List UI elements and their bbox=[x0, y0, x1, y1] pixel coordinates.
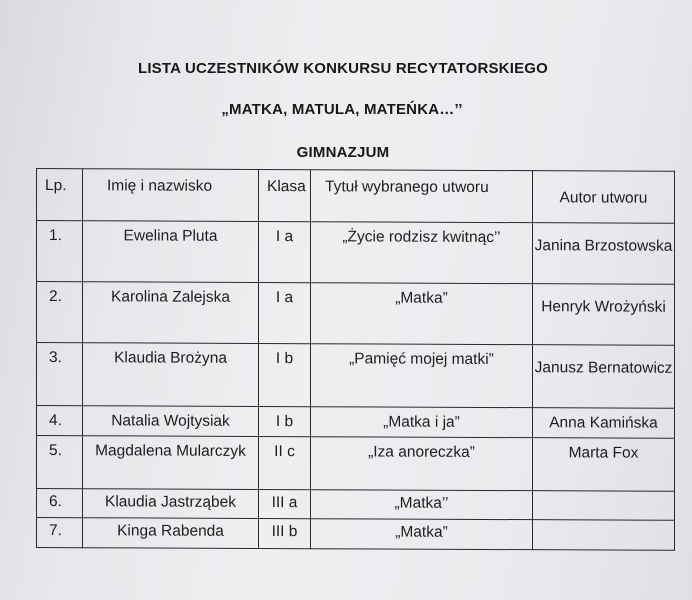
cell-author: Marta Fox bbox=[533, 438, 675, 492]
table-row bbox=[37, 282, 675, 346]
table-row bbox=[37, 518, 675, 551]
table-row bbox=[37, 489, 675, 521]
table-row bbox=[37, 343, 675, 409]
cell-name: Magdalena Mularczyk bbox=[83, 436, 259, 490]
school-level-heading: GIMNAZJUM bbox=[296, 144, 390, 161]
cell-author bbox=[533, 520, 675, 551]
cell-class: I b bbox=[259, 343, 311, 406]
cell-lp: 6. bbox=[37, 489, 83, 518]
header-title: Tytuł wybranego utworu bbox=[311, 170, 533, 223]
table-row bbox=[37, 406, 675, 439]
cell-class: II c bbox=[259, 436, 311, 489]
cell-title: „Matka’’ bbox=[311, 490, 533, 520]
cell-title: „Matka i ja” bbox=[311, 407, 533, 438]
cell-author: Henryk Wrożyński bbox=[533, 284, 675, 346]
cell-lp: 4. bbox=[37, 406, 83, 436]
cell-lp: 3. bbox=[37, 343, 83, 406]
cell-author: Janina Brzostowska bbox=[533, 223, 675, 285]
cell-lp: 2. bbox=[37, 282, 83, 343]
cell-title: „Życie rodzisz kwitnąc’’ bbox=[311, 222, 533, 284]
header-author: Autor utworu bbox=[533, 171, 675, 224]
cell-class: III b bbox=[259, 518, 311, 548]
table-row bbox=[37, 221, 675, 285]
cell-name: Ewelina Pluta bbox=[83, 221, 259, 283]
cell-lp: 1. bbox=[37, 221, 83, 282]
cell-class: I a bbox=[259, 282, 311, 343]
cell-title: „Matka” bbox=[311, 519, 533, 550]
header-lp: Lp. bbox=[37, 169, 83, 221]
cell-class: I b bbox=[259, 406, 311, 436]
cell-lp: 7. bbox=[37, 518, 83, 548]
cell-class: III a bbox=[259, 489, 311, 518]
cell-author: Janusz Bernatowicz bbox=[533, 345, 675, 409]
cell-class: I a bbox=[259, 221, 311, 282]
document-title: LISTA UCZESTNIKÓW KONKURSU RECYTATORSKIEGO bbox=[137, 60, 549, 77]
cell-lp: 5. bbox=[37, 436, 83, 489]
cell-title: „Pamięć mojej matki” bbox=[311, 344, 533, 408]
header-class: Klasa bbox=[259, 169, 311, 221]
table-row bbox=[37, 436, 675, 492]
cell-name: Karolina Zalejska bbox=[83, 282, 259, 344]
cell-author: Anna Kamińska bbox=[533, 408, 675, 439]
cell-name: Klaudia Brożyna bbox=[83, 343, 259, 407]
contest-name: „MATKA, MATULA, MATEŃKA…’’ bbox=[221, 101, 463, 118]
cell-title: „Iza anoreczka” bbox=[311, 437, 533, 491]
cell-name: Kinga Rabenda bbox=[83, 518, 259, 549]
cell-name: Natalia Wojtysiak bbox=[83, 406, 259, 437]
cell-name: Klaudia Jastrząbek bbox=[83, 489, 259, 519]
cell-title: „Matka” bbox=[311, 283, 533, 345]
participants-table bbox=[36, 168, 675, 551]
cell-author bbox=[533, 491, 675, 521]
table-header-row bbox=[37, 169, 675, 224]
header-name: Imię i nazwisko bbox=[83, 169, 259, 222]
